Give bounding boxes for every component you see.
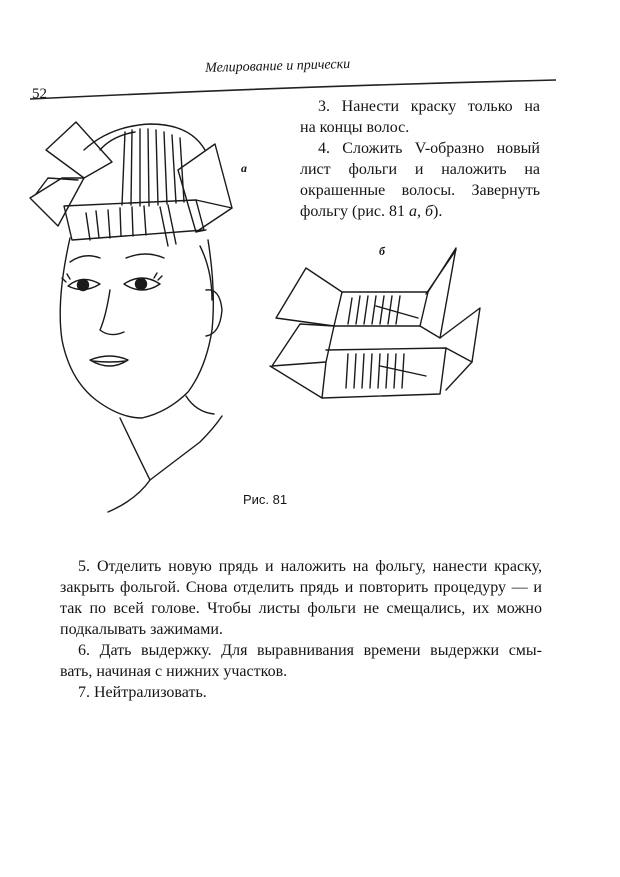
page-number: 52 <box>32 86 47 102</box>
step-4-line-3: окрашенные волосы. Завернуть <box>300 182 540 199</box>
figure-label-b: б <box>379 244 385 258</box>
figure-label-a: а <box>241 161 247 175</box>
figure-caption: Рис. 81 <box>243 492 288 507</box>
step-4-ref-close: ). <box>433 203 443 220</box>
step-5-line-3: так по всей голове. Чтобы листы фольги не смещались, их можно <box>60 600 542 617</box>
steps-bottom <box>60 556 542 703</box>
head-with-foil-drawing <box>30 122 232 512</box>
step-5-line-2: закрыть фольгой. Снова отделить прядь и повторить процедуру — и <box>60 579 542 596</box>
step-4-line-1: 4. Сложить V-образно новый <box>318 140 540 157</box>
step-4-ref: фольгу (рис. 81 <box>300 203 409 220</box>
step-6 <box>60 640 542 682</box>
step-5 <box>60 556 542 640</box>
step-4-line-2: лист фольги и наложить на <box>300 161 540 178</box>
step-3-line-1: 3. Нанести краску только на <box>318 98 540 115</box>
step-6-line-1: 6. Дать выдержку. Для выравнивания времени выдержки смы- <box>78 642 542 659</box>
step-4-ref-letters: а, б <box>409 203 434 220</box>
step-7 <box>60 682 542 703</box>
step-5-line-4: подкалывать зажимами. <box>60 621 223 638</box>
step-5-line-1: 5. Отделить новую прядь и наложить на фольгу, нанести краску, <box>78 558 542 575</box>
folded-foil-drawing <box>270 248 480 398</box>
running-title: Мелирование и прически <box>205 56 351 76</box>
step-7-line: 7. Нейтрализовать. <box>78 684 207 701</box>
step-3-line-2: на концы волос. <box>300 119 410 136</box>
step-6-line-2: вать, начиная с нижних участков. <box>60 663 288 680</box>
